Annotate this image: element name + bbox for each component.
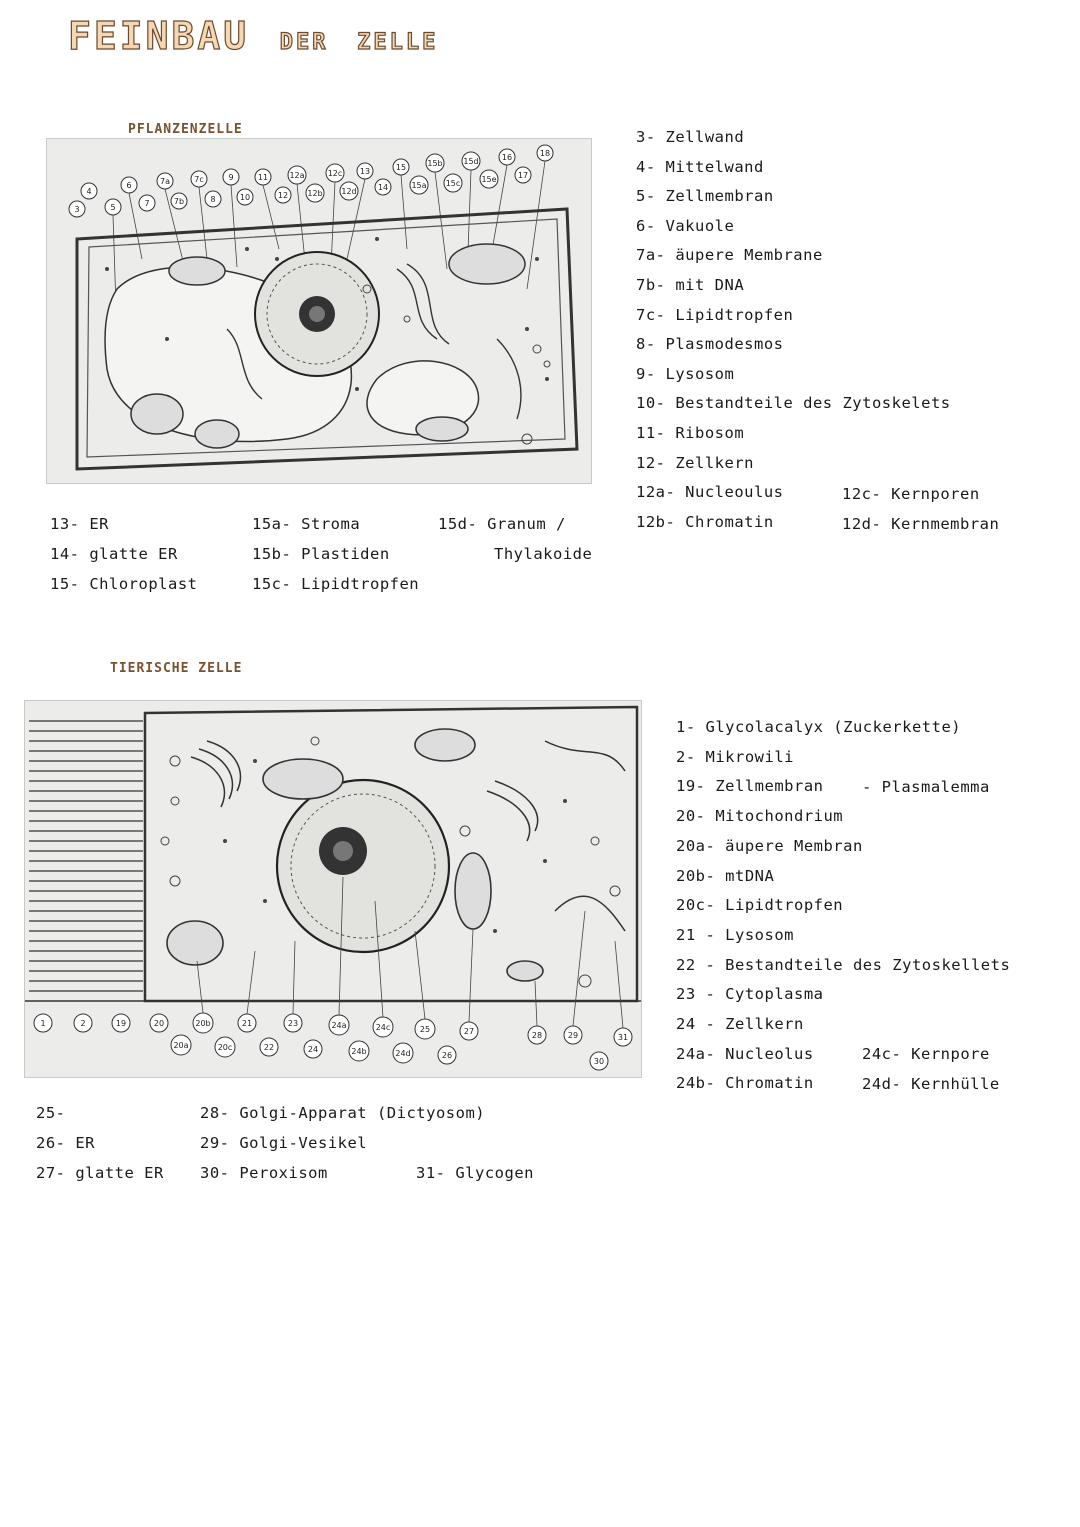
title-word-feinbau: FEINBAU — [68, 14, 250, 58]
animal-legend-31: 31- Glycogen — [416, 1164, 534, 1182]
callout-number: 25 — [419, 1025, 431, 1034]
callout-number: 7b — [173, 197, 185, 206]
callout-number: 24d — [395, 1049, 411, 1058]
callout-number: 9 — [228, 173, 234, 182]
callout-number: 20a — [173, 1041, 189, 1050]
callout-number: 3 — [74, 205, 80, 214]
callout-number: 15 — [395, 163, 407, 172]
callout-number: 8 — [210, 195, 216, 204]
plant-legend-item: 12- Zellkern — [636, 453, 754, 472]
callout-number: 27 — [463, 1027, 475, 1036]
page-title — [68, 14, 438, 58]
plant-legend-item: 12b- Chromatin — [636, 512, 774, 531]
callout-number: 24a — [331, 1021, 347, 1030]
callout-number: 24c — [375, 1023, 391, 1032]
plant-legend-item: 10- Bestandteile des Zytoskelets — [636, 394, 951, 413]
callout-number: 20c — [217, 1043, 233, 1052]
plant-legend-item: 4- Mittelwand — [636, 157, 764, 176]
callout-number: 26 — [441, 1051, 453, 1060]
callout-number: 20b — [195, 1019, 211, 1028]
callout-number: 28 — [531, 1031, 543, 1040]
animal-legend-item: 24a- Nucleolus — [676, 1044, 814, 1063]
animal-heading: TIERISCHE ZELLE — [110, 661, 243, 676]
animal-legend-item: 20c- Lipidtropfen — [676, 896, 844, 915]
callout-number: 5 — [110, 203, 116, 212]
callout-number: 2 — [80, 1019, 86, 1028]
plant-legend-item: 12a- Nucleoulus — [636, 483, 784, 502]
animal-legend-30: 30- Peroxisom — [200, 1164, 328, 1182]
animal-legend-25: 25- — [36, 1104, 66, 1122]
animal-legend-item: 21 - Lysosom — [676, 925, 794, 944]
animal-legend-item: 20a- äupere Membran — [676, 836, 863, 855]
callout-number: 21 — [241, 1019, 253, 1028]
callout-number: 12 — [277, 191, 289, 200]
callout-number: 16 — [501, 153, 513, 162]
plant-legend-item: 9- Lysosom — [636, 364, 735, 383]
animal-legend-item: 20- Mitochondrium — [676, 807, 844, 826]
animal-legend-24d: 24d- Kernhülle — [862, 1075, 1000, 1093]
animal-legend-item: 19- Zellmembran — [676, 777, 824, 796]
plant-legend-item: 11- Ribosom — [636, 424, 745, 442]
callout-number: 7c — [194, 175, 204, 184]
animal-cell-drawing — [25, 701, 641, 1077]
callout-number: 24b — [351, 1047, 367, 1056]
callout-number: 15d — [463, 157, 479, 166]
callout-number: 13 — [359, 167, 371, 176]
callout-number: 29 — [567, 1031, 579, 1040]
callout-number: 1 — [40, 1019, 46, 1028]
plant-legend-item: 6- Vakuole — [636, 216, 735, 235]
plant-legend-15a: 15a- Stroma — [252, 515, 361, 533]
plant-legend-item: 3- Zellwand — [636, 128, 745, 146]
animal-legend-item: 22 - Bestandteile des Zytoskellets — [676, 955, 1011, 974]
plant-legend-12d: 12d- Kernmembran — [842, 515, 1000, 533]
animal-legend-24c: 24c- Kernpore — [862, 1045, 990, 1063]
plant-legend-item: 7b- mit DNA — [636, 276, 745, 294]
title-word-der: DER — [279, 30, 329, 55]
microvilli-drawing — [29, 721, 143, 991]
animal-legend-28: 28- Golgi-Apparat (Dictyosom) — [200, 1104, 486, 1122]
plant-legend-item: 7a- äupere Membrane — [636, 246, 823, 265]
callout-number: 19 — [115, 1019, 127, 1028]
callout-number: 12c — [327, 169, 343, 178]
plant-cell-drawing — [47, 139, 591, 483]
callout-number: 11 — [257, 173, 269, 182]
callout-number: 15b — [427, 159, 443, 168]
animal-legend-item: 24 - Zellkern — [676, 1015, 804, 1033]
callout-number: 10 — [239, 193, 251, 202]
callout-number: 7 — [144, 199, 150, 208]
callout-number: 15c — [445, 179, 461, 188]
plant-legend-13: 13- ER — [50, 515, 109, 533]
plant-legend-15d: 15d- Granum / — [438, 515, 566, 533]
plant-legend-12c: 12c- Kernporen — [842, 485, 980, 503]
callout-number: 15a — [411, 181, 427, 190]
plant-legend-item: 5- Zellmembran — [636, 187, 774, 206]
callout-number: 18 — [539, 149, 551, 158]
callout-number: 17 — [517, 171, 529, 180]
callout-number: 12b — [307, 189, 323, 198]
animal-legend-26: 26- ER — [36, 1134, 95, 1152]
animal-legend-27: 27- glatte ER — [36, 1164, 164, 1182]
title-word-zelle: ZELLE — [357, 30, 439, 55]
plant-legend-15c: 15c- Lipidtropfen — [252, 575, 420, 593]
animal-legend-item: 20b- mtDNA — [676, 866, 775, 885]
animal-legend-plasmalemma: - Plasmalemma — [862, 778, 990, 796]
callout-number: 31 — [617, 1033, 629, 1042]
callout-number: 12d — [341, 187, 357, 196]
callout-number: 7a — [160, 177, 170, 186]
callout-number: 15e — [481, 175, 497, 184]
plant-legend-item: 8- Plasmodesmos — [636, 335, 784, 354]
callout-number: 23 — [287, 1019, 299, 1028]
callout-number: 20 — [153, 1019, 165, 1028]
animal-legend-item: 1- Glycolacalyx (Zuckerkette) — [676, 718, 962, 736]
animal-legend-item: 2- Mikrowili — [676, 747, 794, 766]
callout-number: 12a — [289, 171, 305, 180]
animal-cell-figure — [24, 700, 642, 1078]
plant-legend-14: 14- glatte ER — [50, 545, 178, 563]
plant-cell-figure — [46, 138, 592, 484]
animal-legend-item: 24b- Chromatin — [676, 1074, 814, 1093]
callout-number: 4 — [86, 187, 92, 196]
callout-number: 30 — [593, 1057, 605, 1066]
animal-legend-item: 23 - Cytoplasma — [676, 985, 824, 1004]
animal-legend-29: 29- Golgi-Vesikel — [200, 1134, 368, 1152]
plant-legend-15: 15- Chloroplast — [50, 575, 198, 593]
callout-number: 6 — [126, 181, 132, 190]
plant-legend-item: 7c- Lipidtropfen — [636, 305, 794, 324]
plant-heading: PFLANZENZELLE — [128, 122, 243, 137]
plant-legend-15b: 15b- Plastiden — [252, 545, 390, 563]
callout-number: 14 — [377, 183, 389, 192]
callout-number: 22 — [263, 1043, 275, 1052]
callout-number: 24 — [307, 1045, 319, 1054]
plant-legend-thylakoide: Thylakoide — [494, 545, 593, 563]
